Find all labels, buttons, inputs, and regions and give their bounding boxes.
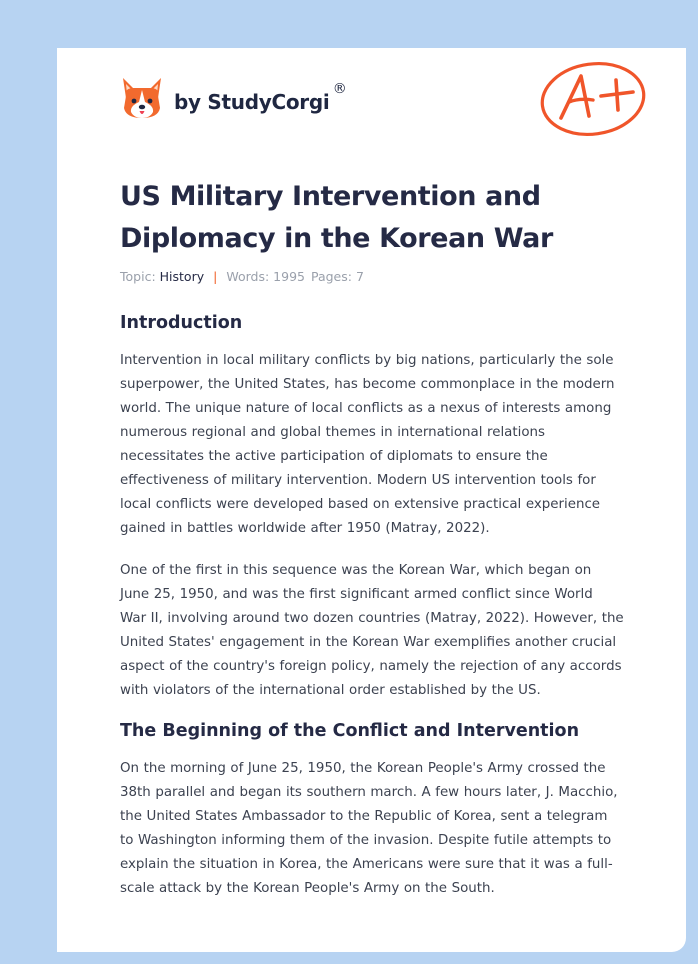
section-heading-introduction: Introduction xyxy=(120,313,243,333)
registered-mark: ® xyxy=(332,81,347,97)
article-meta xyxy=(120,269,364,284)
word-count: Words: 1995 xyxy=(226,269,305,284)
studycorgi-logo[interactable] xyxy=(120,76,347,122)
page-title: US Military Intervention and Diplomacy in the Korean War xyxy=(120,181,553,254)
paragraph: One of the first in this sequence was the Korean War, which began on June 25, 1950, and was the first significant armed conflict since World War II, involving around two dozen countries (Matray, 2022). However, the United States' engagement in the Korean War exemplifies another crucial aspect of the country's foreign policy, namely the rejection of any accords with violators of the international order established by the US. xyxy=(120,563,624,698)
document-page xyxy=(57,48,686,952)
topic-label: Topic: xyxy=(120,269,156,284)
brand-name: by StudyCorgi ® xyxy=(174,81,347,114)
page-count: Pages: 7 xyxy=(310,269,364,284)
topic-link[interactable]: History xyxy=(159,269,205,284)
paragraph: On the morning of June 25, 1950, the Korean People's Army crossed the 38th parallel and began its southern march. A few hours later, J. Macchio, the United States Ambassador to the Republic of Korea, sent a telegram to Washington informing them of the invasion. Despite futile attempts to explain the situation in Korea, the Americans were sure that it was a full- scale attack by the Korean People's Army on the South. xyxy=(120,761,618,896)
section-heading-beginning-of-conflict: The Beginning of the Conflict and Intervention xyxy=(120,721,580,741)
grade-a-plus-badge xyxy=(537,58,649,140)
meta-separator: | xyxy=(213,269,218,284)
corgi-icon xyxy=(120,76,164,122)
paragraph: Intervention in local military conflicts by big nations, particularly the sole superpower, the United States, has become commonplace in the modern world. The unique nature of local conflicts as a nexus of interests among numerous regional and global themes in international relations necessitates the active participation of diplomats to ensure the effectiveness of military intervention. Modern US intervention tools for local conflicts were developed based on extensive practical experience gained in battles worldwide after 1950 (Matray, 2022). xyxy=(120,353,615,536)
